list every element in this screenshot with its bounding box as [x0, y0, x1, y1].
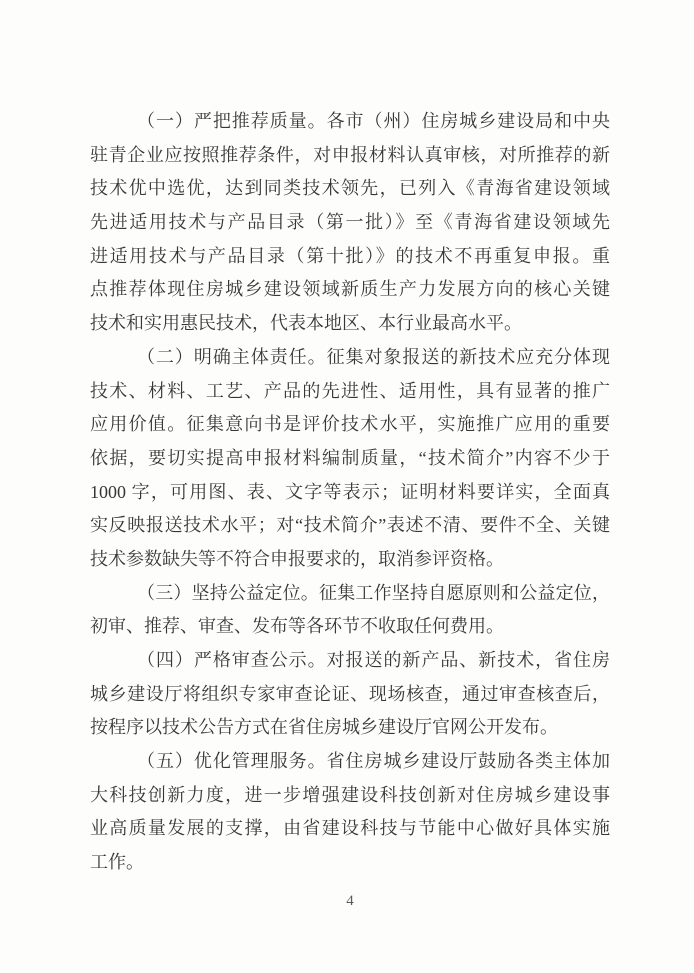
text-line: 技术和实用惠民技术，代表本地区、本行业最高水平。 [90, 313, 522, 334]
text-line: 业高质量发展的支撑，由省建设科技与节能中心做好具体实施 [90, 818, 610, 839]
text-line: 先进适用技术与产品目录（第一批）》至《青海省建设领域先 [90, 212, 610, 233]
text-line: 点推荐体现住房城乡建设领域新质生产力发展方向的核心关键 [90, 279, 610, 300]
text-line: 应用价值。征集意向书是评价技术水平，实施推广应用的重要 [90, 414, 610, 435]
text-line: （一）严把推荐质量。各市（州）住房城乡建设局和中央 [137, 111, 610, 131]
text-line: 实反映报送技术水平；对“技术简介”表述不清、要件不全、关键 [90, 515, 610, 536]
text-line: 技术优中选优，达到同类技术领先，已列入《青海省建设领域 [90, 178, 610, 199]
text-line: （四）严格审查公示。对报送的新产品、新技术，省住房 [137, 650, 610, 670]
document-body [90, 105, 610, 880]
text-line: 依据，要切实提高申报材料编制质量，“技术简介”内容不少于 [90, 447, 610, 468]
text-line: 进适用技术与产品目录（第十批）》的技术不再重复申报。重 [90, 245, 610, 266]
text-line: 技术、材料、工艺、产品的先进性、适用性，具有显著的推广 [90, 380, 610, 401]
text-line: （二）明确主体责任。征集对象报送的新技术应充分体现 [137, 346, 610, 367]
text-line: 工作。 [90, 852, 144, 873]
text-line: 驻青企业应按照推荐条件，对申报材料认真审核，对所推荐的新 [90, 144, 610, 165]
text-line: （五）优化管理服务。省住房城乡建设厅鼓励各类主体加 [137, 751, 610, 772]
text-line: 初审、推荐、审查、发布等各环节不收取任何费用。 [90, 616, 504, 637]
text-line: 城乡建设厅将组织专家审查论证、现场核查，通过审查核查后， [90, 683, 610, 704]
text-line: （三）坚持公益定位。征集工作坚持自愿原则和公益定位， [137, 582, 610, 603]
page-number: 4 [346, 893, 354, 909]
text-line: 大科技创新力度，进一步增强建设科技创新对住房城乡建设事 [90, 784, 610, 805]
text-line: 1000 字，可用图、表、文字等表示；证明材料要详实，全面真 [90, 481, 610, 502]
text-line: 按程序以技术公告方式在省住房城乡建设厅官网公开发布。 [90, 717, 558, 738]
text-line: 技术参数缺失等不符合申报要求的，取消参评资格。 [90, 548, 504, 569]
